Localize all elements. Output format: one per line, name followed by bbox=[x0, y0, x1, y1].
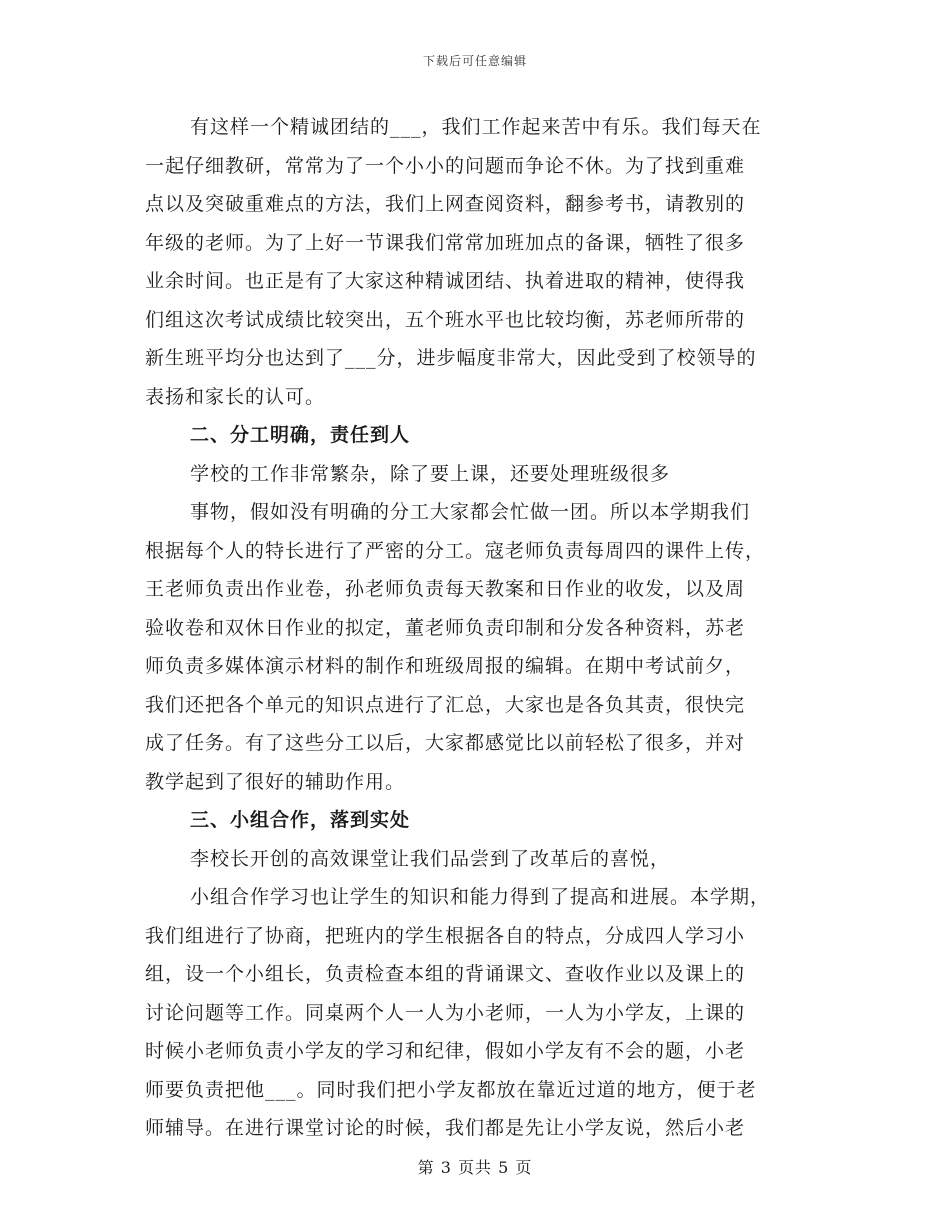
text-line: 讨论问题等工作。同桌两个人一人为小老师，一人为小学友，上课的 bbox=[145, 1001, 746, 1024]
section-heading: 二、分工明确，责任到人 bbox=[190, 424, 411, 446]
text-line: 王老师负责出作业卷，孙老师负责每天教案和日作业的收发，以及周 bbox=[145, 578, 746, 600]
text-line: 有这样一个精诚团结的___，我们工作起来苦中有乐。我们每天在 bbox=[190, 116, 762, 138]
text-line: 事物，假如没有明确的分工大家都会忙做一团。所以本学期我们 bbox=[190, 501, 751, 523]
text-line: 业余时间。也正是有了大家这种精诚团结、执着进取的精神，使得我 bbox=[145, 270, 746, 292]
text-line: 时候小老师负责小学友的学习和纪律，假如小学友有不会的题，小老 bbox=[145, 1040, 746, 1062]
text-line: 们组这次考试成绩比较突出，五个班水平也比较均衡，苏老师所带的 bbox=[145, 308, 746, 331]
text-line: 年级的老师。为了上好一节课我们常常加班加点的备课，牺牲了很多 bbox=[145, 231, 746, 254]
text-line: 一起仔细教研，常常为了一个小小的问题而争论不休。为了找到重难 bbox=[145, 154, 746, 177]
text-line: 根据每个人的特长进行了严密的分工。寇老师负责每周四的课件上传， bbox=[145, 539, 766, 562]
document-body bbox=[145, 108, 815, 1148]
text-line: 师负责多媒体演示材料的制作和班级周报的编辑。在期中考试前夕， bbox=[145, 655, 746, 677]
text-line: 李校长开创的高效课堂让我们品尝到了改革后的喜悦， bbox=[190, 847, 671, 870]
text-line: 师辅导。在进行课堂讨论的时候，我们都是先让小学友说，然后小老 bbox=[145, 1117, 746, 1139]
text-line: 点以及突破重难点的方法，我们上网查阅资料，翻参考书，请教别的 bbox=[145, 193, 746, 215]
text-line: 学校的工作非常繁杂，除了要上课，还要处理班级很多 bbox=[190, 462, 671, 485]
text-line: 组，设一个小组长，负责检查本组的背诵课文、查收作业以及课上的 bbox=[145, 963, 746, 985]
text-line: 我们还把各个单元的知识点进行了汇总，大家也是各负其责，很快完 bbox=[145, 693, 746, 716]
section-heading: 三、小组合作，落到实处 bbox=[190, 809, 411, 831]
text-line: 验收卷和双休日作业的拟定，董老师负责印制和分发各种资料，苏老 bbox=[145, 616, 746, 639]
text-line: 新生班平均分也达到了___分，进步幅度非常大，因此受到了校领导的 bbox=[145, 347, 757, 369]
text-line: 我们组进行了协商，把班内的学生根据各自的特点，分成四人学习小 bbox=[145, 924, 746, 947]
text-line: 师要负责把他___。同时我们把小学友都放在靠近过道的地方，便于老 bbox=[145, 1078, 757, 1101]
page-footer: 第 3 页共 5 页 bbox=[417, 1158, 533, 1177]
text-line: 教学起到了很好的辅助作用。 bbox=[145, 770, 406, 793]
text-line: 成了任务。有了这些分工以后，大家都感觉比以前轻松了很多，并对 bbox=[145, 732, 746, 754]
page-header: 下载后可任意编辑 bbox=[422, 54, 527, 68]
text-line: 小组合作学习也让学生的知识和能力得到了提高和进展。本学期， bbox=[190, 886, 771, 908]
text-line: 表扬和家长的认可。 bbox=[145, 385, 326, 408]
